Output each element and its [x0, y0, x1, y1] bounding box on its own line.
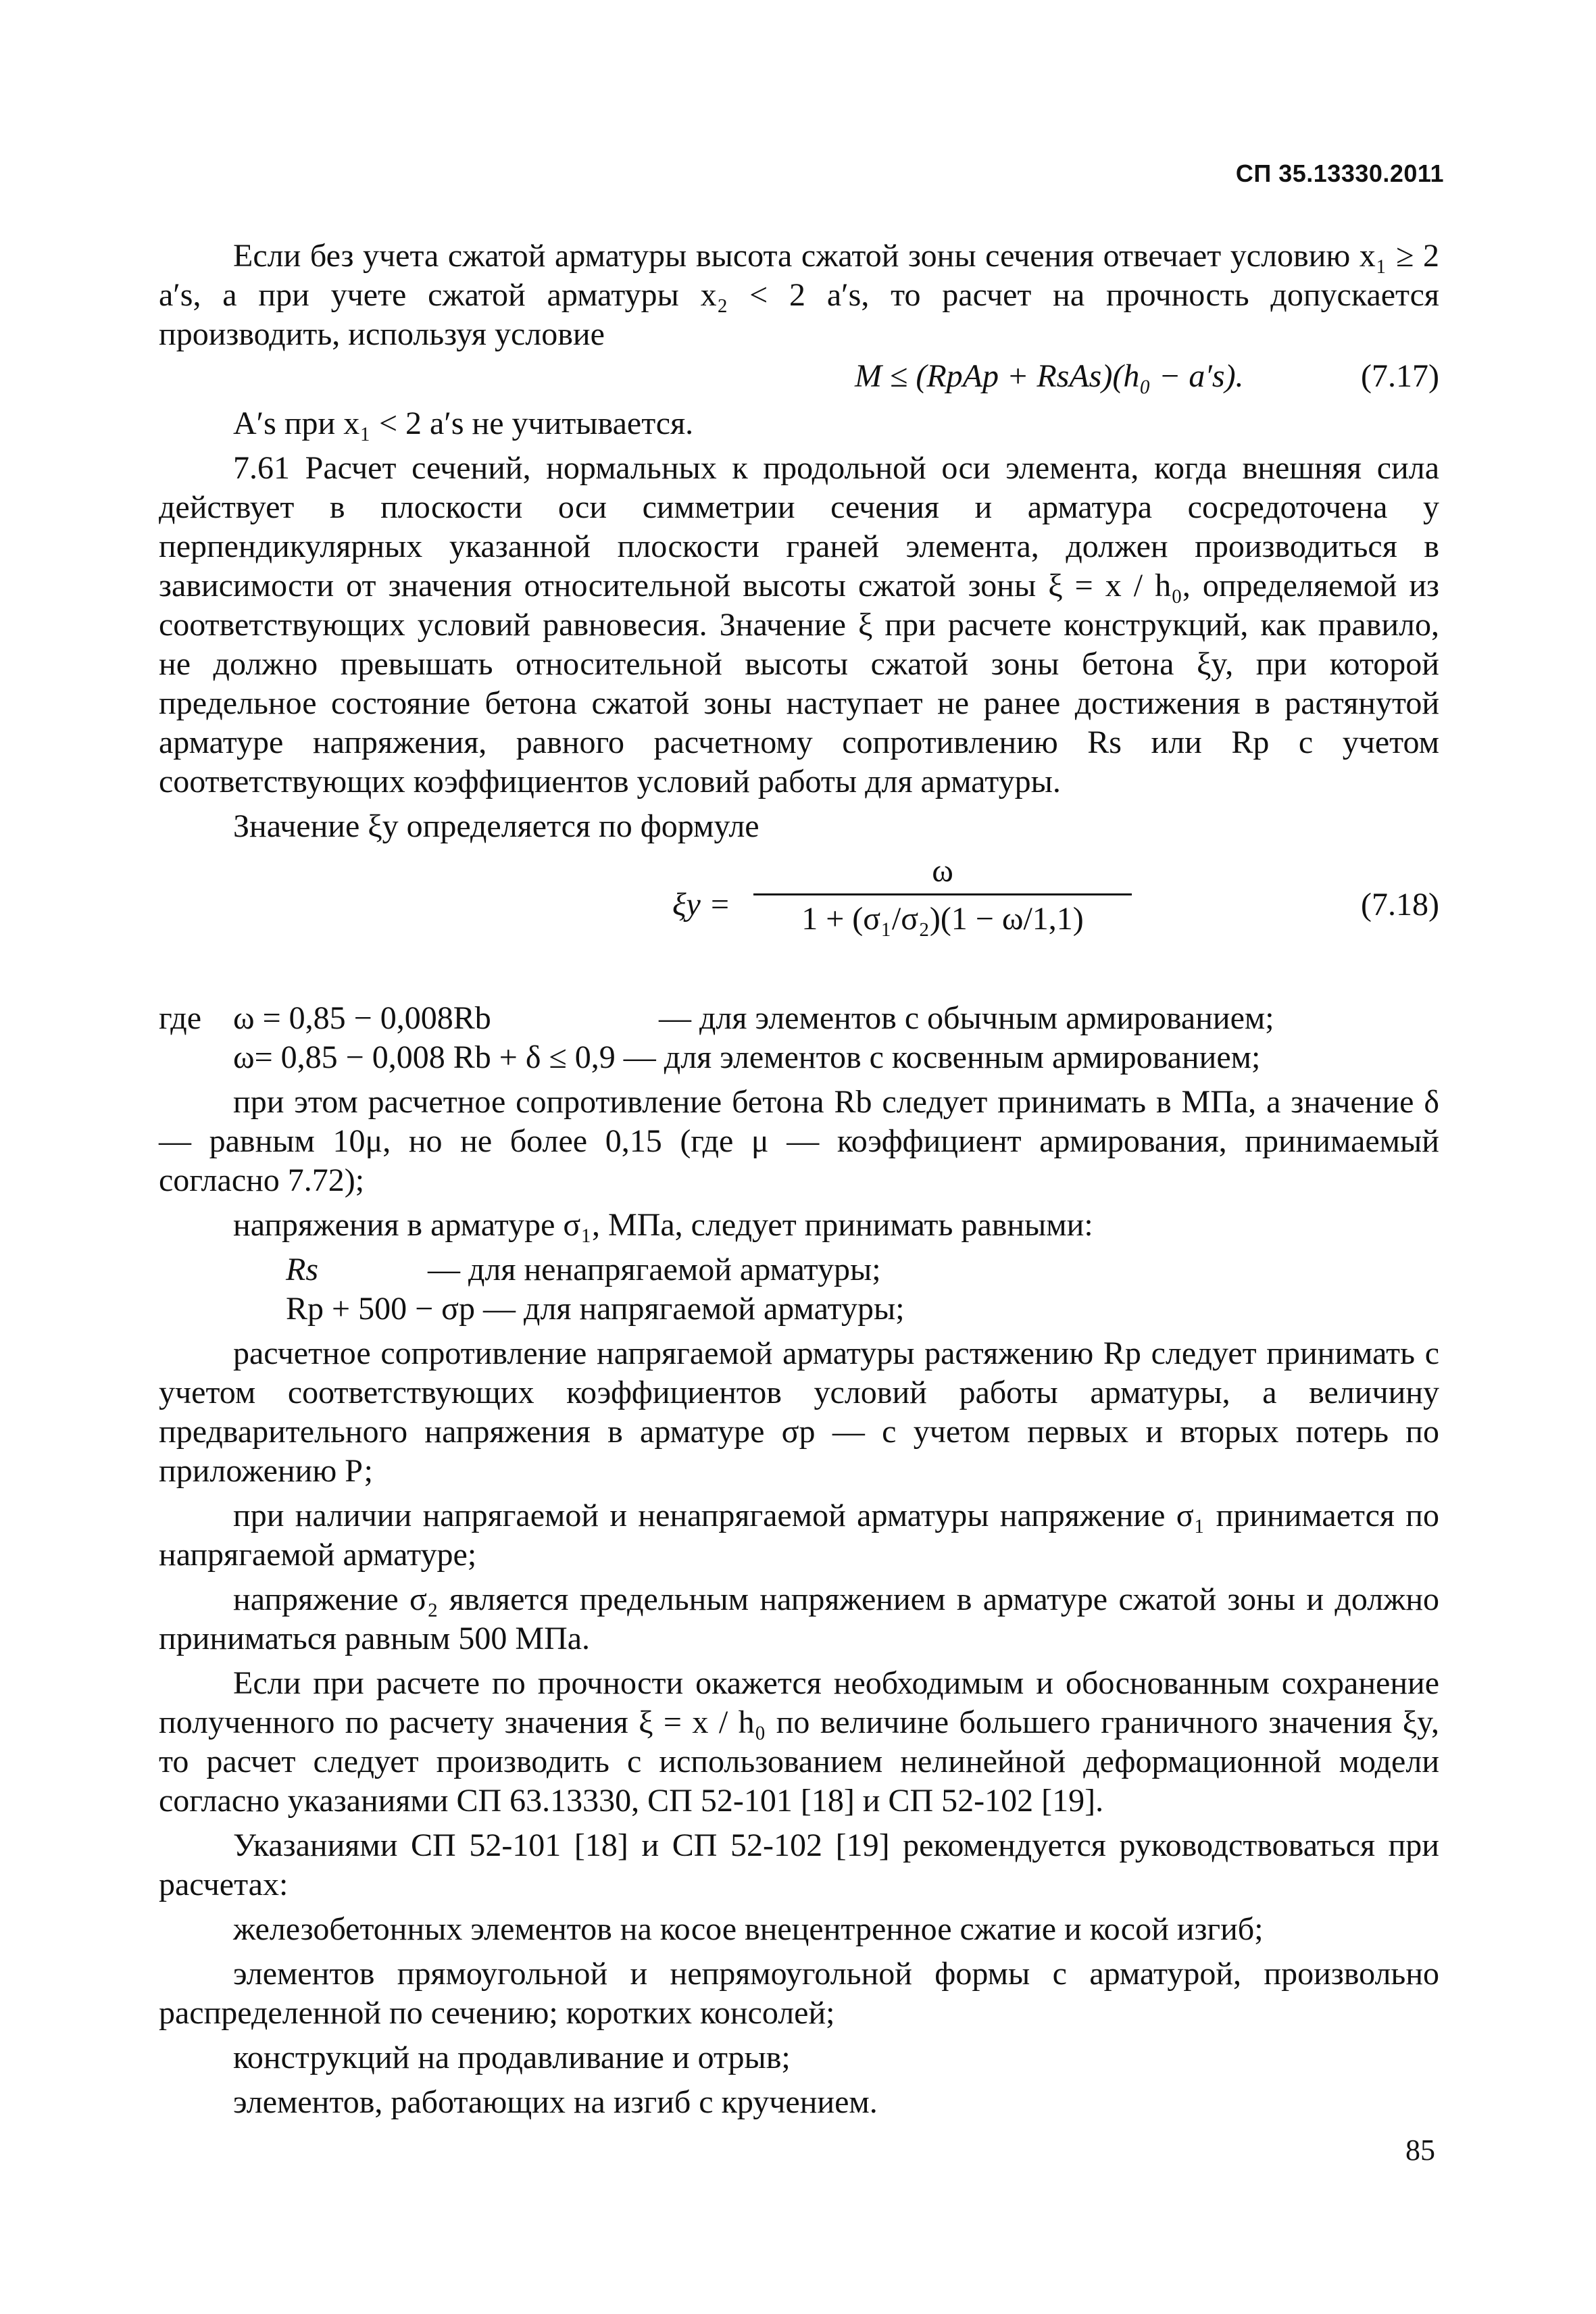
paragraph: Указаниями СП 52-101 [18] и СП 52-102 [19] рекомендуется руководствоваться при расчетах:: [159, 1827, 1439, 1902]
paragraph: Если при расчете по прочности окажется необходимым и обоснованным сохранение полученного по расчету значения ξ = x / h₀ по величине большего граничного значения ξy, то расчет следует производить с использованием нелинейной деформационной модели согласно указаниями СП 63.13330, СП 52-101 [18] и СП 52-102 [19].: [159, 1665, 1439, 1819]
omega-description: — для элементов с обычным армированием;: [659, 1000, 1274, 1036]
page-number: 85: [1405, 2134, 1435, 2167]
paragraph: Если без учета сжатой арматуры высота сжатой зоны сечения отвечает условию x₁ ≥ 2 a′s, а при учете сжатой арматуры x₂ < 2 a′s, то расчет на прочность допускается производить, используя условие: [159, 238, 1439, 352]
formula-number: (7.17): [1361, 358, 1439, 394]
formula-number: (7.18): [1361, 887, 1439, 922]
stress-description: — для ненапрягаемой арматуры;: [428, 1252, 881, 1287]
paragraph: Значение ξy определяется по формуле: [233, 808, 759, 844]
formula-7-17: [159, 357, 1439, 399]
formula-fraction: [753, 852, 1132, 939]
list-item: конструкций на продавливание и отрыв;: [233, 2040, 791, 2075]
stress-symbol: Rs: [286, 1252, 318, 1287]
paragraph: при этом расчетное сопротивление бетона Rb следует принимать в МПа, а значение δ — равным 10μ, но не более 0,15 (где μ — коэффициент армирования, принимаемый согласно 7.72);: [159, 1084, 1439, 1198]
list-item: элементов прямоугольной и непрямоугольной формы с арматурой, произвольно распределенной по сечению; коротких консолей;: [159, 1956, 1439, 2031]
body-text: [159, 237, 1439, 2127]
omega-formula: ω = 0,85 − 0,008Rb: [233, 1000, 491, 1036]
list-item: элементов, работающих на изгиб с кручением.: [233, 2084, 878, 2120]
formula-7-18: [159, 852, 1439, 980]
list-item: железобетонных элементов на косое внецентренное сжатие и косой изгиб;: [233, 1911, 1264, 1947]
where-line: [159, 999, 1439, 1038]
formula-lhs: ξy =: [672, 887, 731, 922]
paragraph-7-61: 7.61 Расчет сечений, нормальных к продольной оси элемента, когда внешняя сила действует в плоскости оси симметрии сечения и арматура сосредоточена у перпендикулярных указанной плоскости граней элемента, должен производиться в зависимости от значения относительной высоты сжатой зоны ξ = x / h₀, определяемой из соответствующих условий равновесия. Значение ξ при расчете конструкций, как правило, не должно превышать относительной высоты сжатой зоны бетона ξy, при которой предельное состояние бетона сжатой зоны наступает не ранее достижения в растянутой арматуре напряжения, равного расчетному сопротивлению Rs или Rp с учетом соответствующих коэффициентов условий работы для арматуры.: [159, 450, 1439, 799]
paragraph: напряжения в арматуре σ₁, МПа, следует принимать равными:: [233, 1207, 1093, 1243]
stress-line-rp: Rp + 500 − σp — для напрягаемой арматуры;: [286, 1291, 905, 1327]
stress-line-rs: [159, 1250, 1439, 1289]
paragraph: расчетное сопротивление напрягаемой арматуры растяжению Rp следует принимать с учетом соответствующих коэффициентов условий работы арматуры, а величину предварительного напряжения в арматуре σp — с учетом первых и вторых потерь по приложению Р;: [159, 1335, 1439, 1489]
fraction-numerator: ω: [753, 852, 1132, 895]
omega-indirect: ω= 0,85 − 0,008 Rb + δ ≤ 0,9 — для элементов с косвенным армированием;: [233, 1039, 1261, 1075]
paragraph: при наличии напрягаемой и ненапрягаемой арматуры напряжение σ₁ принимается по напрягаемой арматуре;: [159, 1498, 1439, 1573]
formula-expression: M ≤ (RpAp + RsAs)(h₀ − a′s).: [855, 358, 1244, 394]
paragraph: напряжение σ₂ является предельным напряжением в арматуре сжатой зоны и должно приниматься равным 500 МПа.: [159, 1581, 1439, 1656]
document-code: СП 35.13330.2011: [1235, 159, 1444, 187]
fraction-denominator: 1 + (σ₁/σ₂)(1 − ω/1,1): [801, 901, 1084, 937]
paragraph: A′s при x₁ < 2 a′s не учитывается.: [233, 405, 694, 441]
where-label: где: [159, 1000, 202, 1036]
